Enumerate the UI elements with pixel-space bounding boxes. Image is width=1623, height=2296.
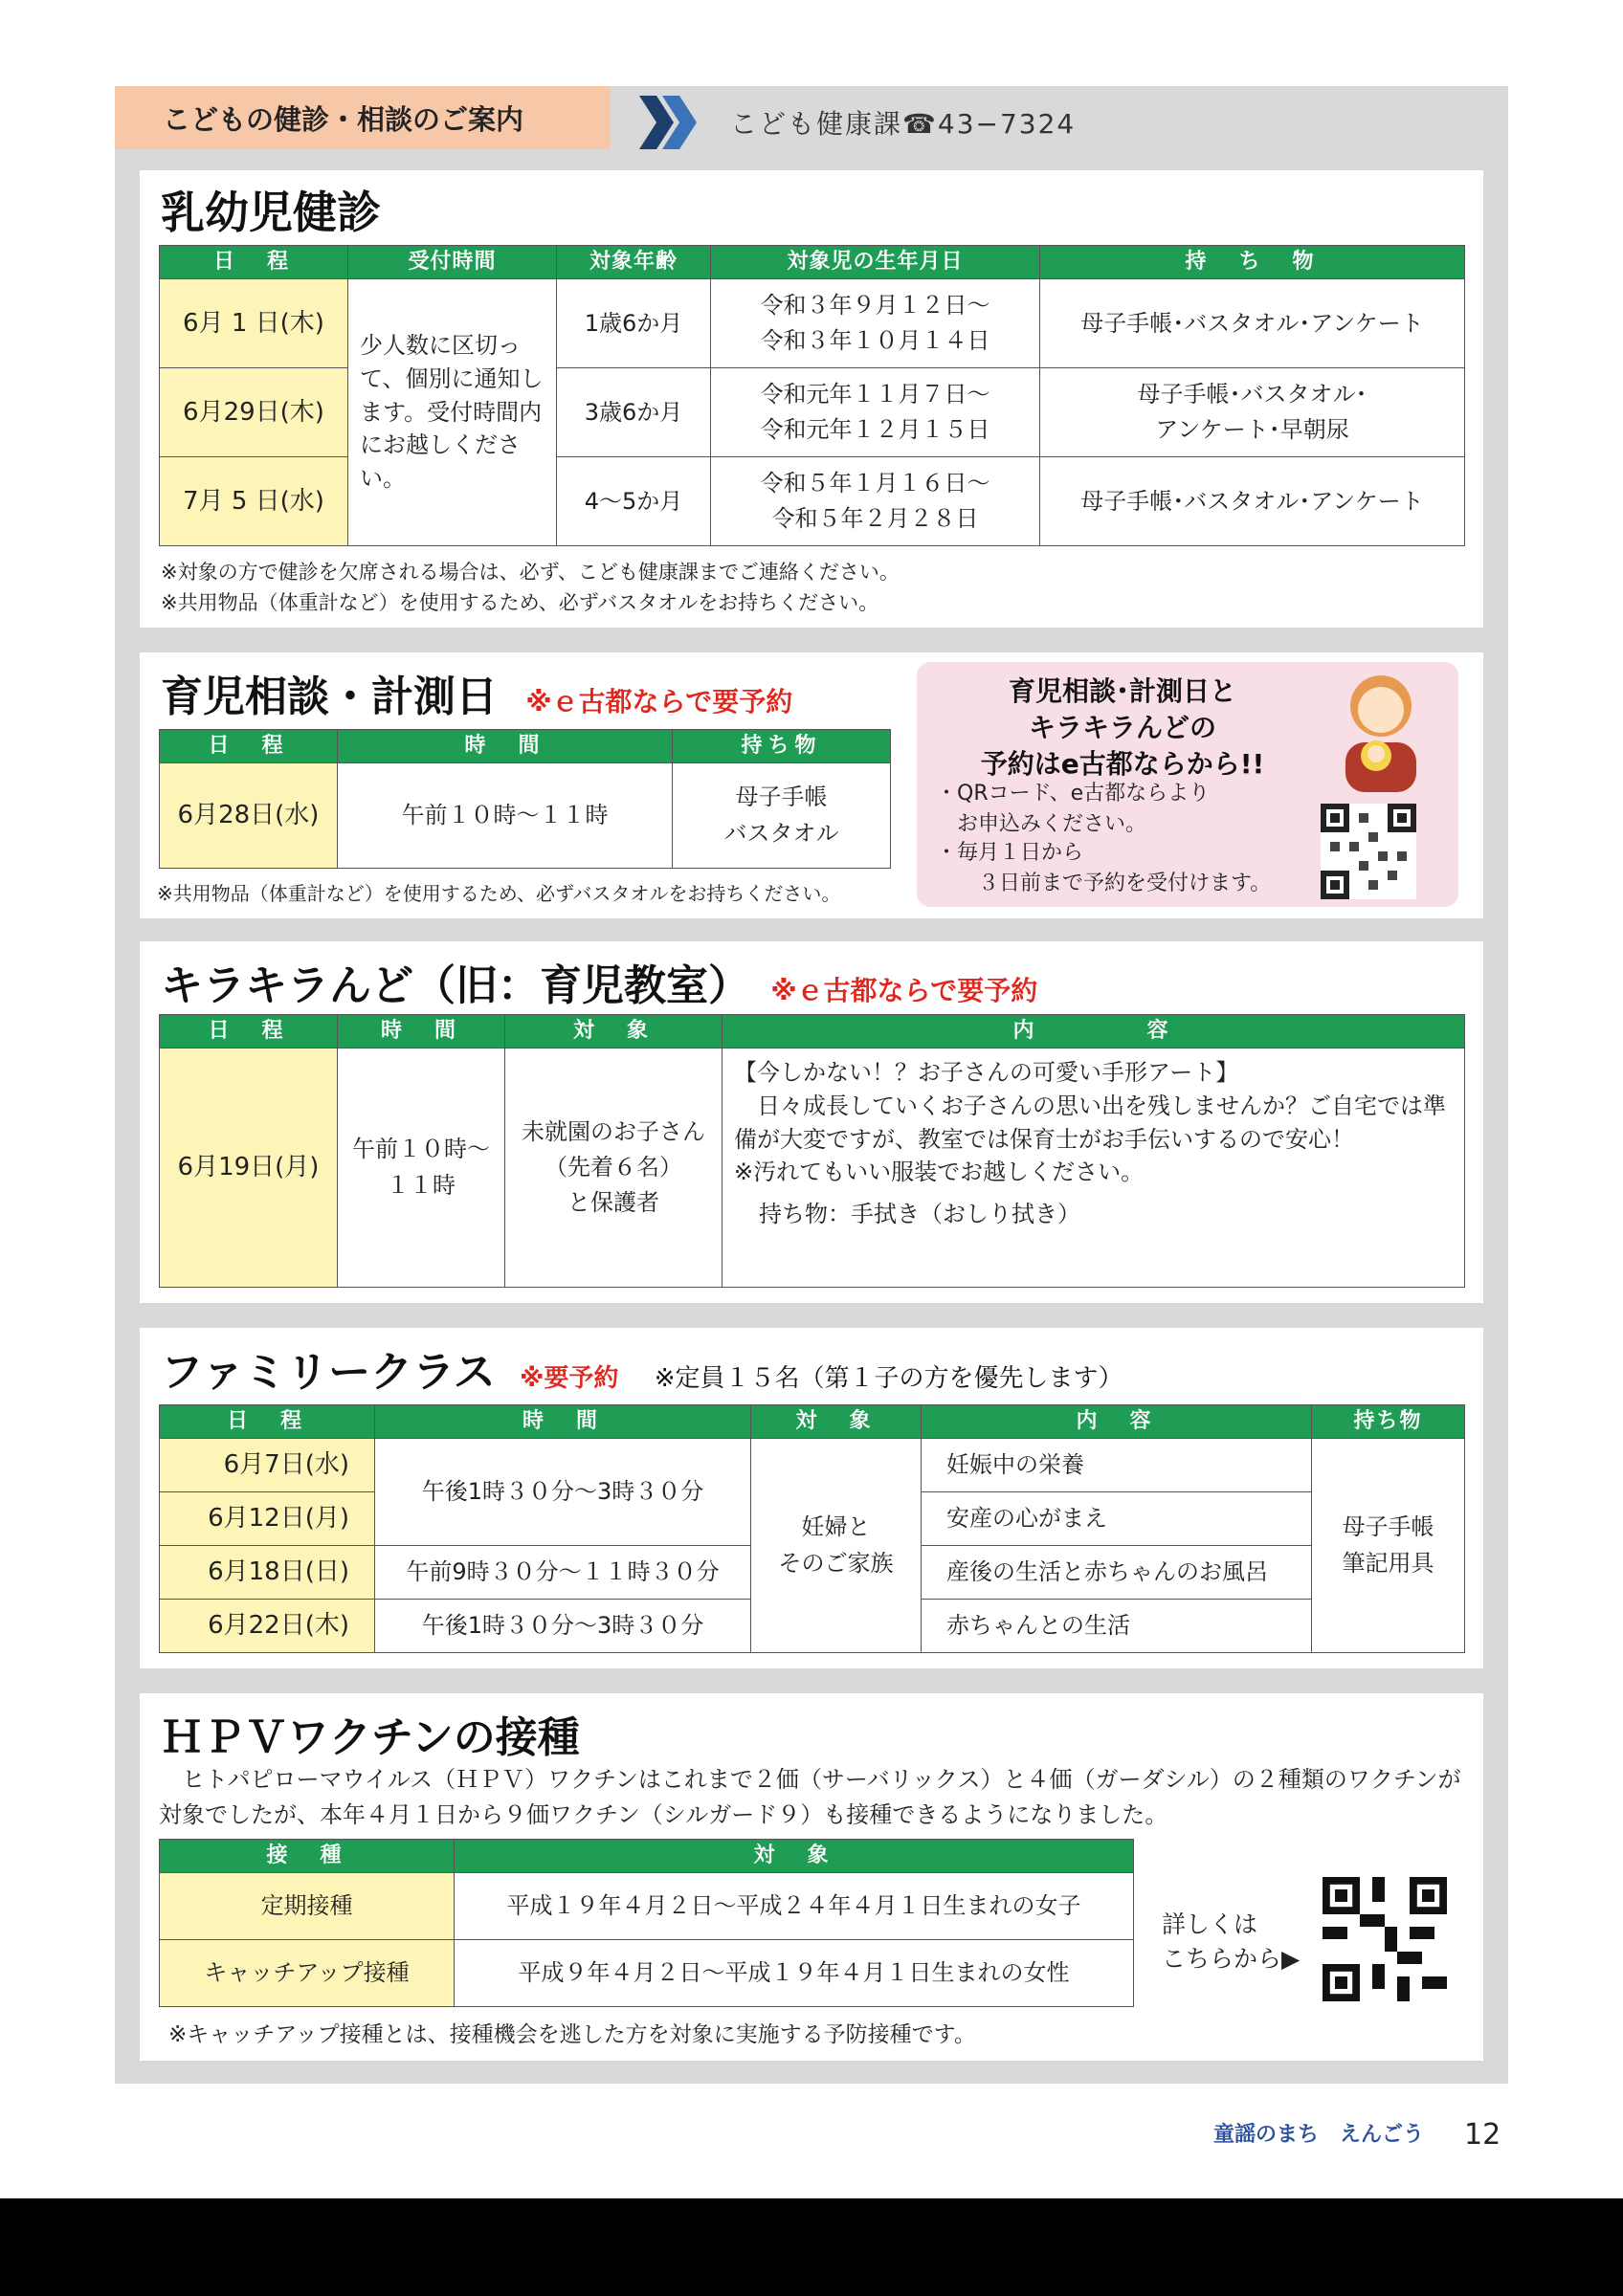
hpv-intro: ヒトパピローマウイルス（ＨＰＶ）ワクチンはこれまで２価（サーバリックス）と４価（ガーダシル）の２種類のワクチンが対象でしたが、本年４月１日から９価ワクチン（シルガード９）も接種できるようになりました。 <box>159 1766 1461 1829</box>
header-tag: こどもの健診・相談のご案内 <box>115 86 611 149</box>
col-header: 時 間 <box>375 1405 751 1439</box>
content-text: 【今しかない！？お子さんの可愛い手形アート】 日々成長していくお子さんの思い出を残しませんか？ご自宅では準備が大変ですが、教室では保育士がお手伝いするので安心！ ※汚れてもいい服装でお越しください。 <box>734 1059 1446 1186</box>
birth-cell <box>711 368 1040 457</box>
double-chevron-icon <box>639 96 706 149</box>
table-header-row <box>160 730 891 763</box>
table-header-row <box>160 1840 1134 1873</box>
logo-text: 童謡のまち えんごう <box>1213 2123 1425 2147</box>
bottom-black-bar <box>0 2198 1623 2296</box>
infant-table <box>159 245 1465 546</box>
table-header-row <box>160 1405 1465 1439</box>
table-row <box>160 1049 1465 1288</box>
birth-cell <box>711 457 1040 546</box>
items-cell: 母子手帳･バスタオル･ アンケート･早朝尿 <box>1040 368 1465 457</box>
qr-code-icon[interactable] <box>1321 804 1416 899</box>
section-title <box>161 1337 1123 1399</box>
note: ※キャッチアップ接種とは、接種機会を逃した方を対象に実施する予防接種です。 <box>168 2022 976 2047</box>
date-cell: 6月28日(水) <box>160 763 338 869</box>
promo-bullet: ・QRコード、e古都ならより お申込みください。 <box>936 782 1211 836</box>
time-cell: 午前１０時〜１１時 <box>338 763 673 869</box>
section-infant-checkup <box>140 170 1483 628</box>
time-cell: 午前9時３０分〜１１時３０分 <box>375 1546 751 1600</box>
birth-from: 令和元年１１月７日〜 <box>760 380 990 408</box>
section-title-text: 育児相談・計測日 <box>161 673 498 721</box>
time-cell: 午後1時３０分〜3時３０分 <box>375 1600 751 1653</box>
section-title: ＨＰＶワクチンの接種 <box>161 1713 580 1762</box>
time-cell: 午後1時３０分〜3時３０分 <box>375 1439 751 1546</box>
col-header: 日 程 <box>160 1015 338 1049</box>
note: ※共用物品（体重計など）を使用するため、必ずバスタオルをお持ちください。 <box>157 882 841 905</box>
type-cell: 定期接種 <box>160 1873 455 1940</box>
hpv-table <box>159 1839 1134 2007</box>
col-header: 対象年齢 <box>557 246 711 279</box>
content-cell: 赤ちゃんとの生活 <box>922 1600 1312 1653</box>
reception-cell: 少人数に区切って、個別に通知します。受付時間内にお越しください。 <box>348 279 557 546</box>
age-cell: 3歳6か月 <box>557 368 711 457</box>
col-header: 日 程 <box>160 1405 375 1439</box>
col-header: 接 種 <box>160 1840 455 1873</box>
section-title: 乳幼児健診 <box>161 187 381 238</box>
col-header: 対 象 <box>505 1015 723 1049</box>
table-row <box>160 1940 1134 2007</box>
content-cell: 妊娠中の栄養 <box>922 1439 1312 1492</box>
col-header: 日 程 <box>160 730 338 763</box>
reservation-tag: ※ｅ古都ならで要予約 <box>770 975 1038 1006</box>
table-row <box>160 1439 1465 1492</box>
content-cell <box>723 1049 1465 1288</box>
mother-baby-illustration-icon <box>1328 668 1434 792</box>
col-header: 持 ち 物 <box>1040 246 1465 279</box>
section-title-text: ファミリークラス <box>161 1348 496 1397</box>
table-row <box>160 279 1465 368</box>
col-header: 時 間 <box>338 730 673 763</box>
section-title-text: キラキラんど（旧：育児教室） <box>161 961 750 1010</box>
consult-table <box>159 729 891 869</box>
capacity-note: ※定員１５名（第１子の方を優先します） <box>654 1364 1123 1393</box>
target-cell: 平成９年４月２日〜平成１９年４月１日生まれの女性 <box>455 1940 1134 2007</box>
birth-from: 令和３年９月１２日〜 <box>760 291 990 319</box>
items-cell: 母子手帳 筆記用具 <box>1312 1439 1465 1653</box>
time-cell: 午前１０時〜 １１時 <box>338 1049 505 1288</box>
target-cell: 妊婦と そのご家族 <box>751 1439 922 1653</box>
birth-cell <box>711 279 1040 368</box>
target-cell: 未就園のお子さん （先着６名） と保護者 <box>505 1049 723 1288</box>
section-hpv <box>140 1693 1483 2061</box>
section-kirakira <box>140 941 1483 1303</box>
birth-to: 令和元年１２月１５日 <box>760 416 990 444</box>
items-cell: 母子手帳･バスタオル･アンケート <box>1040 279 1465 368</box>
section-title <box>161 662 792 723</box>
promo-title: 育児相談･計測日と キラキラんどの 予約はe古都ならから!! <box>980 675 1265 780</box>
birth-to: 令和５年２月２８日 <box>771 505 979 533</box>
header-contact: こども健康課☎43−7324 <box>730 108 1077 140</box>
section-title <box>161 951 1037 1012</box>
age-cell: 4〜5か月 <box>557 457 711 546</box>
items-cell: 母子手帳 バスタオル <box>673 763 891 869</box>
col-header: 対 象 <box>455 1840 1134 1873</box>
col-header: 受付時間 <box>348 246 557 279</box>
date-cell: 6月12日(月) <box>160 1492 375 1546</box>
note: ※共用物品（体重計など）を使用するため、必ずバスタオルをお持ちください。 <box>161 591 879 614</box>
promo-bullet: ・毎月１日から ３日前まで予約を受付けます。 <box>936 841 1272 895</box>
col-header: 日 程 <box>160 246 348 279</box>
page-number: 12 <box>1464 2118 1501 2152</box>
col-header: 持ち物 <box>673 730 891 763</box>
age-cell: 1歳6か月 <box>557 279 711 368</box>
birth-to: 令和３年１０月１４日 <box>760 327 990 355</box>
table-row <box>160 1873 1134 1940</box>
date-cell: 6月22日(木) <box>160 1600 375 1653</box>
qr-code-icon[interactable] <box>1323 1877 1447 2001</box>
reservation-tag: ※要予約 <box>520 1364 619 1393</box>
col-header: 内 容 <box>723 1015 1465 1049</box>
birth-from: 令和５年１月１６日〜 <box>760 469 990 497</box>
col-header: 対 象 <box>751 1405 922 1439</box>
town-logo <box>1213 2118 1424 2148</box>
table-header-row <box>160 246 1465 279</box>
col-header: 時 間 <box>338 1015 505 1049</box>
reservation-promo-box <box>917 662 1458 907</box>
bring-text: 持ち物：手拭き（おしり拭き） <box>759 1201 1080 1228</box>
date-cell: 6月 1 日(木) <box>160 279 348 368</box>
kira-table <box>159 1014 1465 1288</box>
date-cell: 6月29日(木) <box>160 368 348 457</box>
col-header: 内 容 <box>922 1405 1312 1439</box>
col-header: 対象児の生年月日 <box>711 246 1040 279</box>
content-cell: 安産の心がまえ <box>922 1492 1312 1546</box>
items-cell: 母子手帳･バスタオル･アンケート <box>1040 457 1465 546</box>
target-cell: 平成１９年４月２日〜平成２４年４月１日生まれの女子 <box>455 1873 1134 1940</box>
section-family-class <box>140 1328 1483 1668</box>
date-cell: 6月7日(水) <box>160 1439 375 1492</box>
date-cell: 6月18日(日) <box>160 1546 375 1600</box>
date-cell: 6月19日(月) <box>160 1049 338 1288</box>
type-cell: キャッチアップ接種 <box>160 1940 455 2007</box>
table-row <box>160 763 891 869</box>
content-cell: 産後の生活と赤ちゃんのお風呂 <box>922 1546 1312 1600</box>
table-header-row <box>160 1015 1465 1049</box>
more-info-link[interactable]: 詳しくは こちらから▶ <box>1162 1910 1301 1974</box>
family-table <box>159 1404 1465 1653</box>
note: ※対象の方で健診を欠席される場合は、必ず、こども健康課までご連絡ください。 <box>161 561 900 584</box>
date-cell: 7月 5 日(水) <box>160 457 348 546</box>
col-header: 持ち物 <box>1312 1405 1465 1439</box>
reservation-tag: ※ｅ古都ならで要予約 <box>525 686 793 718</box>
